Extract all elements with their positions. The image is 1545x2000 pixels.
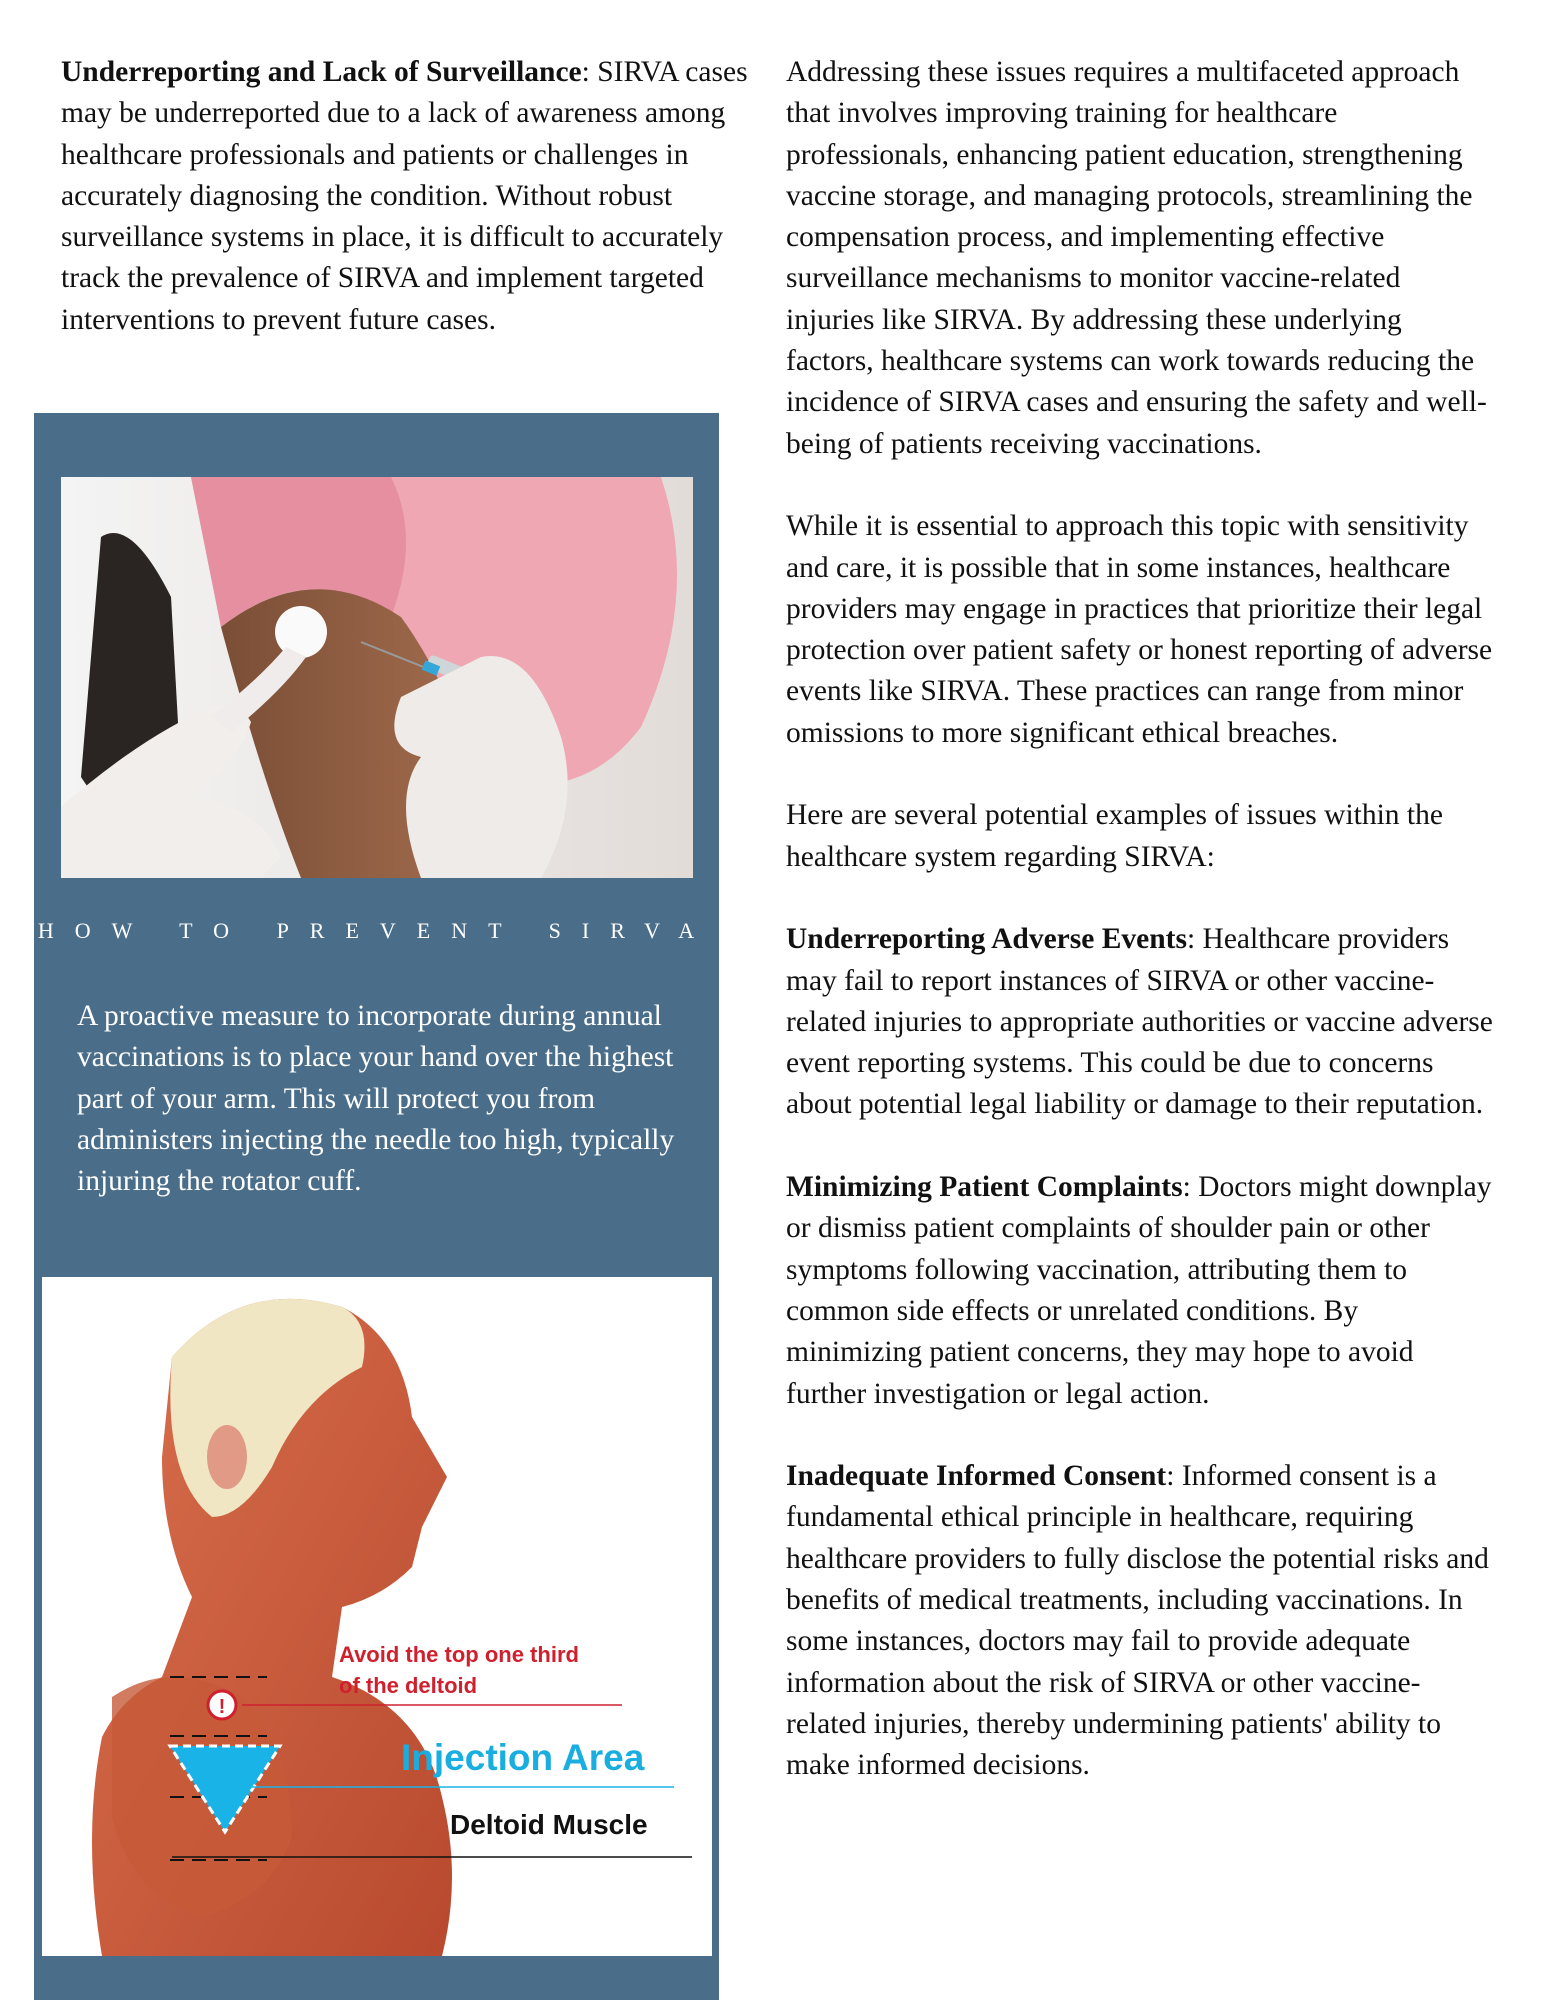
vaccination-photo	[61, 477, 693, 878]
avoid-label-line2: of the deltoid	[339, 1673, 478, 1698]
intro-text: : SIRVA cases may be underreported due to a lack of awareness among healthcare professionals and patients or challenges in accurately diagnosing the condition. Without robust surveillance systems in place, it is difficult to accurately track the prevalence of SIRVA and implement targeted interventions to prevent future cases.	[61, 56, 748, 336]
injection-area-label: Injection Area	[401, 1737, 645, 1778]
avoid-label-line1: Avoid the top one third	[339, 1642, 579, 1667]
paragraph-sensitivity: While it is essential to approach this topic with sensitivity and care, it is possible that in some instances, healthcare providers may engage in practices that prioritize their legal protection over patient safety or honest reporting of adverse events like SIRVA. These practices can range from minor omissions to more significant ethical breaches.	[786, 510, 1493, 749]
issue-text: : Informed consent is a fundamental ethical principle in healthcare, requiring healthcare providers to fully disclose the potential risks and benefits of medical treatments, including vaccinations. In some instances, doctors may fail to provide adequate information about the risk of SIRVA or other vaccine-related injuries, thereby undermining patients' ability to make informed decisions.	[786, 1460, 1489, 1782]
issue-title: Inadequate Informed Consent	[786, 1460, 1167, 1493]
deltoid-muscle-label: Deltoid Muscle	[450, 1809, 648, 1840]
issue-title: Underreporting Adverse Events	[786, 923, 1187, 956]
issue-item	[786, 1167, 1496, 1415]
svg-text:!: !	[218, 1696, 226, 1718]
intro-paragraph	[61, 52, 761, 341]
issue-item	[786, 1456, 1496, 1786]
issue-text: : Healthcare providers may fail to report instances of SIRVA or other vaccine-related injuries to appropriate authorities or vaccine adverse event reporting systems. This could be due to concerns about potential legal liability or damage to their reputation.	[786, 923, 1493, 1121]
intro-bold-lead: Underreporting and Lack of Surveillance	[61, 56, 582, 88]
right-column	[786, 52, 1496, 1828]
issue-text: : Doctors might downplay or dismiss patient complaints of shoulder pain or other symptoms following vaccination, attributing them to common side effects or unrelated conditions. By minimizing patient concerns, they may hope to avoid further investigation or legal action.	[786, 1171, 1492, 1410]
panel-heading: HOW TO PREVENT SIRVA	[37, 918, 716, 943]
deltoid-anatomy-illustration	[42, 1277, 712, 1956]
avoid-top-third-label	[339, 1639, 579, 1701]
issue-title: Minimizing Patient Complaints	[786, 1171, 1183, 1204]
paragraph-examples-intro: Here are several potential examples of issues within the healthcare system regarding SIRVA:	[786, 799, 1443, 873]
issue-item	[786, 919, 1496, 1125]
panel-paragraph: A proactive measure to incorporate during annual vaccinations is to place your hand over the highest part of your arm. This will protect you from administers injecting the needle too high, typically injuring the rotator cuff.	[77, 1000, 675, 1198]
paragraph-approach: Addressing these issues requires a multifaceted approach that involves improving training for healthcare professionals, enhancing patient education, strengthening vaccine storage, and managing protocols, streamlining the compensation process, and implementing effective surveillance mechanisms to monitor vaccine-related injuries like SIRVA. By addressing these underlying factors, healthcare systems can work towards reducing the incidence of SIRVA cases and ensuring the safety and well-being of patients receiving vaccinations.	[786, 56, 1487, 460]
